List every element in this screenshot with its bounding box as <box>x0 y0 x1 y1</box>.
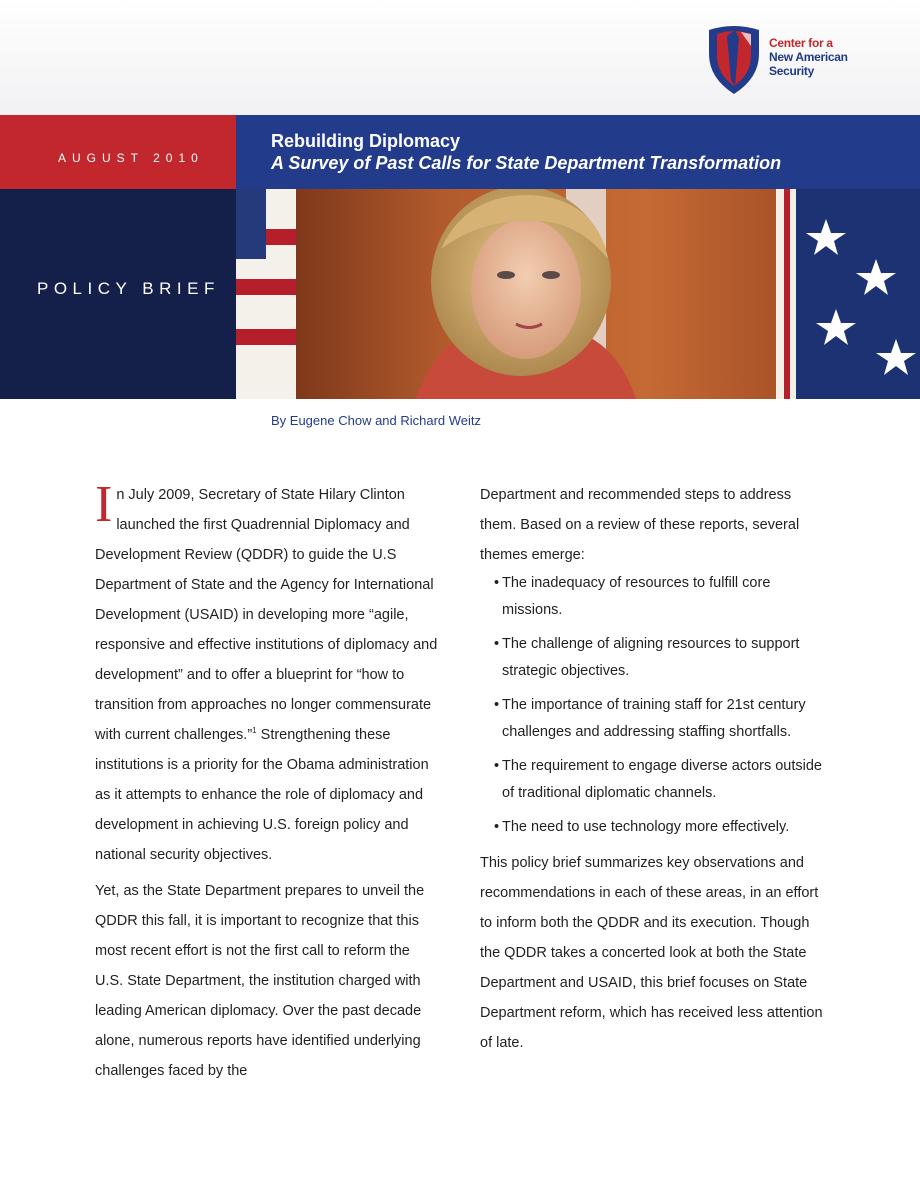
summary-paragraph: This policy brief summarizes key observations and recommendations in each of these areas, in an effort to inform both the QDDR and its execution. Though the QDDR takes a concerted look at both the State Department and USAID, this brief focuses on State Department reform, which has received less attention of late. <box>480 855 823 1051</box>
bullet-icon: • <box>494 758 500 774</box>
document-title: Rebuilding Diplomacy <box>271 131 461 151</box>
bullet-icon: • <box>494 819 500 835</box>
document-type-label: POLICY BRIEF <box>37 279 220 298</box>
list-item-text: The importance of training staff for 21st century challenges and addressing staffing shortfalls. <box>502 697 806 740</box>
byline: By Eugene Chow and Richard Weitz <box>271 413 482 428</box>
list-item <box>480 570 830 624</box>
body-column-right <box>480 480 830 1058</box>
intro-text-start: n July 2009, Secretary of State Hilary Clinton launched the first Quadrennial Diplomacy and Development Review (QDDR) to guide the U.S Department of State and the Agency for International Development (USAID) in developing more “agile, responsive and effective institutions of diplomacy and development” and to offer a blueprint for “how to transition from approaches no longer commensurate with current challenges.” <box>95 487 438 743</box>
publication-date: AUGUST 2010 <box>58 151 204 165</box>
list-item-text: The challenge of aligning resources to support strategic objectives. <box>502 636 800 679</box>
second-paragraph: Yet, as the State Department prepares to unveil the QDDR this fall, it is important to recognize that this most recent effort is not the first call to reform the U.S. State Department, the institution charged with leading American diplomacy. Over the past decade alone, numerous reports have identified underlying challenges faced by the <box>95 883 425 1079</box>
list-item <box>480 631 830 685</box>
list-item-text: The inadequacy of resources to fulfill core missions. <box>502 575 771 618</box>
list-item-text: The need to use technology more effectively. <box>502 819 790 835</box>
themes-list <box>480 570 830 841</box>
list-item-text: The requirement to engage diverse actors outside of traditional diplomatic channels. <box>502 758 822 801</box>
shield-icon <box>705 24 763 96</box>
body-column-left <box>95 476 440 1086</box>
intro-paragraph <box>95 476 440 870</box>
logo-line-2: New American <box>769 50 848 64</box>
document-subtitle: A Survey of Past Calls for State Department Transformation <box>271 153 782 173</box>
logo-line-3: Security <box>769 64 814 78</box>
cover-photo <box>236 189 920 399</box>
document-type-panel <box>0 189 236 399</box>
bullet-icon: • <box>494 636 500 652</box>
drop-cap: I <box>95 476 113 533</box>
footnote-mark[interactable]: 1 <box>252 726 257 736</box>
cnas-logo[interactable] <box>705 24 865 96</box>
list-item <box>480 814 830 841</box>
date-banner <box>0 115 236 189</box>
continued-paragraph: Department and recommended steps to address them. Based on a review of these reports, several themes emerge: <box>480 487 800 563</box>
bullet-icon: • <box>494 697 500 713</box>
intro-text-end: Strengthening these institutions is a priority for the Obama administration as it attempts to enhance the role of diplomacy and development in achieving U.S. foreign policy and national security objectives. <box>95 727 429 863</box>
title-banner <box>236 115 920 189</box>
list-item <box>480 692 830 746</box>
logo-line-1: Center for a <box>769 36 833 50</box>
logo-text <box>769 36 869 78</box>
bullet-icon: • <box>494 575 500 591</box>
list-item <box>480 753 830 807</box>
